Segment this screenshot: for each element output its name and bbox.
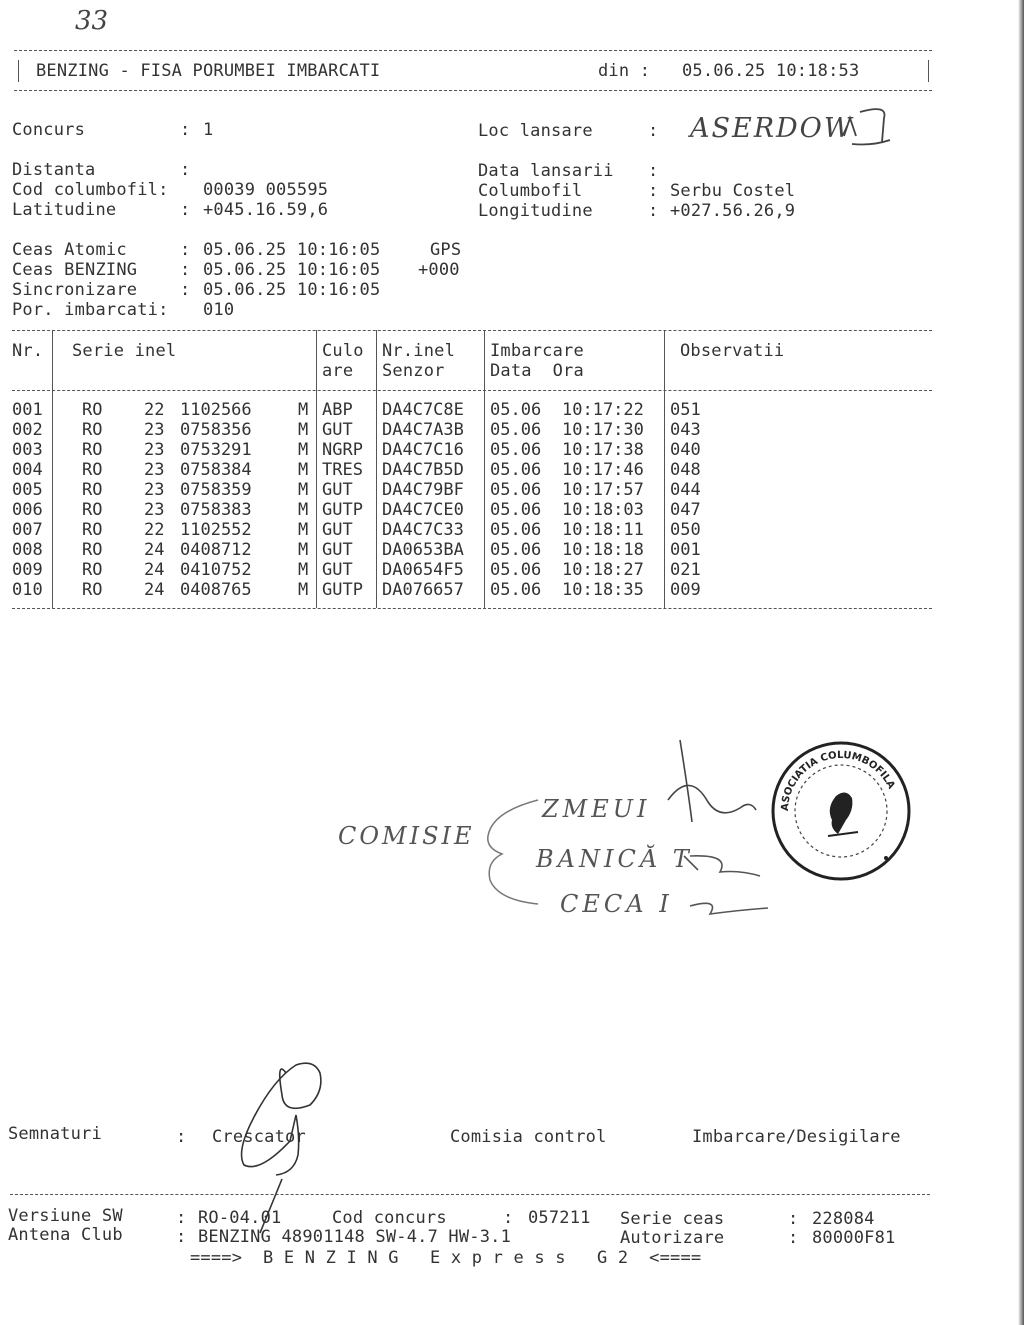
scan-edge (1018, 0, 1024, 1325)
row-time: 10:17:30 (562, 420, 644, 440)
por-imbarcati-value: 010 (203, 300, 235, 320)
header-bottom-rule (14, 90, 932, 91)
por-imbarcati-label: Por. imbarcati: (12, 300, 169, 320)
table-row (0, 580, 1024, 600)
row-country: RO (82, 560, 103, 580)
row-date: 05.06 (490, 560, 542, 580)
row-date: 05.06 (490, 540, 542, 560)
table-row (0, 560, 1024, 580)
cod-columbofil-label: Cod columbofil: (12, 180, 169, 200)
row-sex: M (298, 520, 309, 540)
distanta-label: Distanta (12, 160, 96, 180)
row-country: RO (82, 580, 103, 600)
table-header-rule (12, 390, 932, 391)
colon: : (180, 260, 191, 280)
table-bottom-rule (12, 608, 932, 609)
colon: : (648, 121, 659, 141)
row-ring-number: 0758384 (180, 460, 252, 480)
latitudine-value: +045.16.59,6 (203, 200, 329, 220)
longitudine-value: +027.56.26,9 (670, 201, 796, 221)
row-observatii: 047 (670, 500, 701, 520)
member-1-handwritten: ZMEUI (542, 795, 651, 823)
ceas-atomic-suffix: GPS (430, 240, 462, 260)
row-ring-number: 1102552 (180, 520, 252, 540)
table-top-rule (12, 330, 932, 331)
data-lansarii-label: Data lansarii (478, 161, 614, 181)
din-label: din : (598, 61, 651, 81)
colon: : (648, 181, 659, 201)
row-color: ABP (322, 400, 353, 420)
col-header-culo-1: Culo (322, 341, 364, 361)
serie-ceas-label: Serie ceas (620, 1209, 725, 1229)
row-observatii: 044 (670, 480, 701, 500)
header-right-bar (928, 60, 929, 82)
row-ring-number: 0758359 (180, 480, 252, 500)
row-ring-number: 0753291 (180, 440, 252, 460)
row-time: 10:17:57 (562, 480, 644, 500)
row-observatii: 021 (670, 560, 701, 580)
row-number: 003 (12, 440, 43, 460)
ceas-benzing-value: 05.06.25 10:16:05 (203, 260, 381, 280)
row-sex: M (298, 420, 309, 440)
row-color: GUT (322, 540, 353, 560)
row-year: 23 (144, 480, 165, 500)
row-sensor: DA4C7B5D (382, 460, 464, 480)
row-sex: M (298, 500, 309, 520)
table-row (0, 520, 1024, 540)
col-header-culo-2: are (322, 361, 354, 381)
imbarcare-desigilare-label: Imbarcare/Desigilare (692, 1127, 901, 1147)
row-color: GUT (322, 520, 353, 540)
table-row (0, 500, 1024, 520)
row-date: 05.06 (490, 440, 542, 460)
row-sex: M (298, 440, 309, 460)
antena-value: BENZING 48901148 SW-4.7 HW-3.1 (198, 1227, 512, 1247)
row-time: 10:17:38 (562, 440, 644, 460)
table-body (0, 400, 1024, 600)
din-value: 05.06.25 10:18:53 (682, 61, 860, 81)
row-number: 007 (12, 520, 43, 540)
cod-label-text: Cod columbofil (12, 180, 159, 200)
row-date: 05.06 (490, 400, 542, 420)
club-stamp (766, 738, 916, 884)
colon: : (180, 120, 191, 140)
row-year: 23 (144, 420, 165, 440)
comisie-handwritten: COMISIE (338, 822, 475, 850)
cod-concurs-value: 057211 (528, 1208, 591, 1228)
row-sex: M (298, 460, 309, 480)
row-observatii: 001 (670, 540, 701, 560)
loc-lansare-value: ASERDOW (690, 113, 854, 144)
row-sensor: DA4C7C8E (382, 400, 464, 420)
row-number: 006 (12, 500, 43, 520)
row-date: 05.06 (490, 480, 542, 500)
versiune-value: RO-04.01 (198, 1208, 282, 1228)
row-time: 10:18:35 (562, 580, 644, 600)
stamp-text: ASOCIATIA COLUMBOFILA (779, 749, 897, 812)
row-time: 10:18:03 (562, 500, 644, 520)
document-title: BENZING - FISA PORUMBEI IMBARCATI (36, 61, 381, 81)
row-color: GUT (322, 560, 353, 580)
row-number: 009 (12, 560, 43, 580)
cod-concurs-label: Cod concurs (332, 1208, 447, 1228)
row-color: GUTP (322, 580, 363, 600)
sincronizare-label: Sincronizare (12, 280, 138, 300)
row-time: 10:17:46 (562, 460, 644, 480)
row-number: 008 (12, 540, 43, 560)
header-top-rule (14, 50, 932, 51)
col-header-imbarcare-1: Imbarcare (490, 341, 584, 361)
row-ring-number: 0410752 (180, 560, 252, 580)
row-color: GUTP (322, 500, 363, 520)
antena-label: Antena Club (8, 1225, 123, 1245)
col-header-nrinel-2: Senzor (382, 361, 445, 381)
row-year: 23 (144, 460, 165, 480)
row-sensor: DA4C7C33 (382, 520, 464, 540)
row-time: 10:18:27 (562, 560, 644, 580)
semnaturi-label: Semnaturi (8, 1124, 102, 1144)
ceas-atomic-value: 05.06.25 10:16:05 (203, 240, 381, 260)
row-sensor: DA076657 (382, 580, 464, 600)
row-number: 004 (12, 460, 43, 480)
colon: : (176, 1227, 187, 1247)
colon: : (648, 161, 659, 181)
comisia-control-label: Comisia control (450, 1127, 607, 1147)
row-sex: M (298, 400, 309, 420)
autorizare-value: 80000F81 (812, 1228, 896, 1248)
member-signatures (660, 730, 780, 930)
concurs-label: Concurs (12, 120, 86, 140)
colon: : (788, 1228, 799, 1248)
row-country: RO (82, 520, 103, 540)
row-time: 10:17:22 (562, 400, 644, 420)
row-country: RO (82, 540, 103, 560)
row-number: 005 (12, 480, 43, 500)
benzing-banner: ====> B E N Z I N G E x p r e s s G 2 <==== (190, 1248, 702, 1268)
row-year: 22 (144, 520, 165, 540)
colon: : (180, 280, 191, 300)
row-date: 05.06 (490, 460, 542, 480)
row-sensor: DA4C7CE0 (382, 500, 464, 520)
row-sensor: DA4C7C16 (382, 440, 464, 460)
row-observatii: 040 (670, 440, 701, 460)
row-year: 24 (144, 540, 165, 560)
table-row (0, 460, 1024, 480)
col-header-observatii: Observatii (680, 341, 785, 361)
ceas-benzing-label: Ceas BENZING (12, 260, 138, 280)
row-country: RO (82, 400, 103, 420)
table-row (0, 480, 1024, 500)
row-sensor: DA0653BA (382, 540, 464, 560)
row-number: 001 (12, 400, 43, 420)
row-country: RO (82, 480, 103, 500)
row-year: 23 (144, 440, 165, 460)
col-header-serie: Serie inel (72, 341, 177, 361)
row-time: 10:18:11 (562, 520, 644, 540)
colon: : (176, 1208, 187, 1228)
row-number: 010 (12, 580, 43, 600)
page-number: 33 (75, 6, 109, 36)
longitudine-label: Longitudine (478, 201, 593, 221)
table-row (0, 440, 1024, 460)
row-observatii: 050 (670, 520, 701, 540)
colon: : (176, 1127, 187, 1147)
footer-top-rule (10, 1194, 930, 1195)
row-date: 05.06 (490, 580, 542, 600)
row-sex: M (298, 560, 309, 580)
row-sex: M (298, 480, 309, 500)
row-observatii: 043 (670, 420, 701, 440)
colon: : (180, 200, 191, 220)
row-ring-number: 0758383 (180, 500, 252, 520)
row-observatii: 009 (670, 580, 701, 600)
header-left-bar (18, 60, 19, 82)
autorizare-label: Autorizare (620, 1228, 725, 1248)
row-country: RO (82, 420, 103, 440)
row-color: GUT (322, 420, 353, 440)
latitudine-label: Latitudine (12, 200, 117, 220)
ceas-atomic-label: Ceas Atomic (12, 240, 127, 260)
row-sex: M (298, 580, 309, 600)
col-header-nrinel-1: Nr.inel (382, 341, 456, 361)
colon: : (180, 160, 191, 180)
row-ring-number: 0758356 (180, 420, 252, 440)
row-country: RO (82, 460, 103, 480)
serie-ceas-value: 228084 (812, 1209, 875, 1229)
row-date: 05.06 (490, 420, 542, 440)
row-ring-number: 0408712 (180, 540, 252, 560)
row-sex: M (298, 540, 309, 560)
crescator-label: Crescator (212, 1127, 306, 1147)
ceas-benzing-suffix: +000 (418, 260, 460, 280)
col-header-nr: Nr. (12, 341, 44, 361)
colon: : (648, 201, 659, 221)
row-sensor: DA4C79BF (382, 480, 464, 500)
member-3-handwritten: CECA I (560, 890, 673, 918)
table-row (0, 540, 1024, 560)
colon: : (180, 240, 191, 260)
row-observatii: 051 (670, 400, 701, 420)
row-year: 22 (144, 400, 165, 420)
row-color: GUT (322, 480, 353, 500)
row-number: 002 (12, 420, 43, 440)
row-year: 24 (144, 580, 165, 600)
loc-lansare-label: Loc lansare (478, 121, 593, 141)
colon: : (503, 1208, 514, 1228)
concurs-value: 1 (203, 120, 214, 140)
row-date: 05.06 (490, 500, 542, 520)
row-year: 24 (144, 560, 165, 580)
col-header-imbarcare-2: Data Ora (490, 361, 584, 381)
row-country: RO (82, 440, 103, 460)
cod-columbofil-value: 00039 005595 (203, 180, 329, 200)
row-color: TRES (322, 460, 363, 480)
columbofil-value: Serbu Costel (670, 181, 796, 201)
sincronizare-value: 05.06.25 10:16:05 (203, 280, 381, 300)
row-color: NGRP (322, 440, 363, 460)
row-time: 10:18:18 (562, 540, 644, 560)
table-row (0, 420, 1024, 440)
member-2-handwritten: BANICĂ T (536, 845, 693, 873)
loc-handwritten-mark (838, 104, 898, 150)
row-observatii: 048 (670, 460, 701, 480)
row-country: RO (82, 500, 103, 520)
row-date: 05.06 (490, 520, 542, 540)
columbofil-label: Columbofil (478, 181, 583, 201)
versiune-label: Versiune SW (8, 1206, 123, 1226)
row-ring-number: 0408765 (180, 580, 252, 600)
table-row (0, 400, 1024, 420)
colon: : (788, 1209, 799, 1229)
row-sensor: DA4C7A3B (382, 420, 464, 440)
row-year: 23 (144, 500, 165, 520)
row-sensor: DA0654F5 (382, 560, 464, 580)
row-ring-number: 1102566 (180, 400, 252, 420)
